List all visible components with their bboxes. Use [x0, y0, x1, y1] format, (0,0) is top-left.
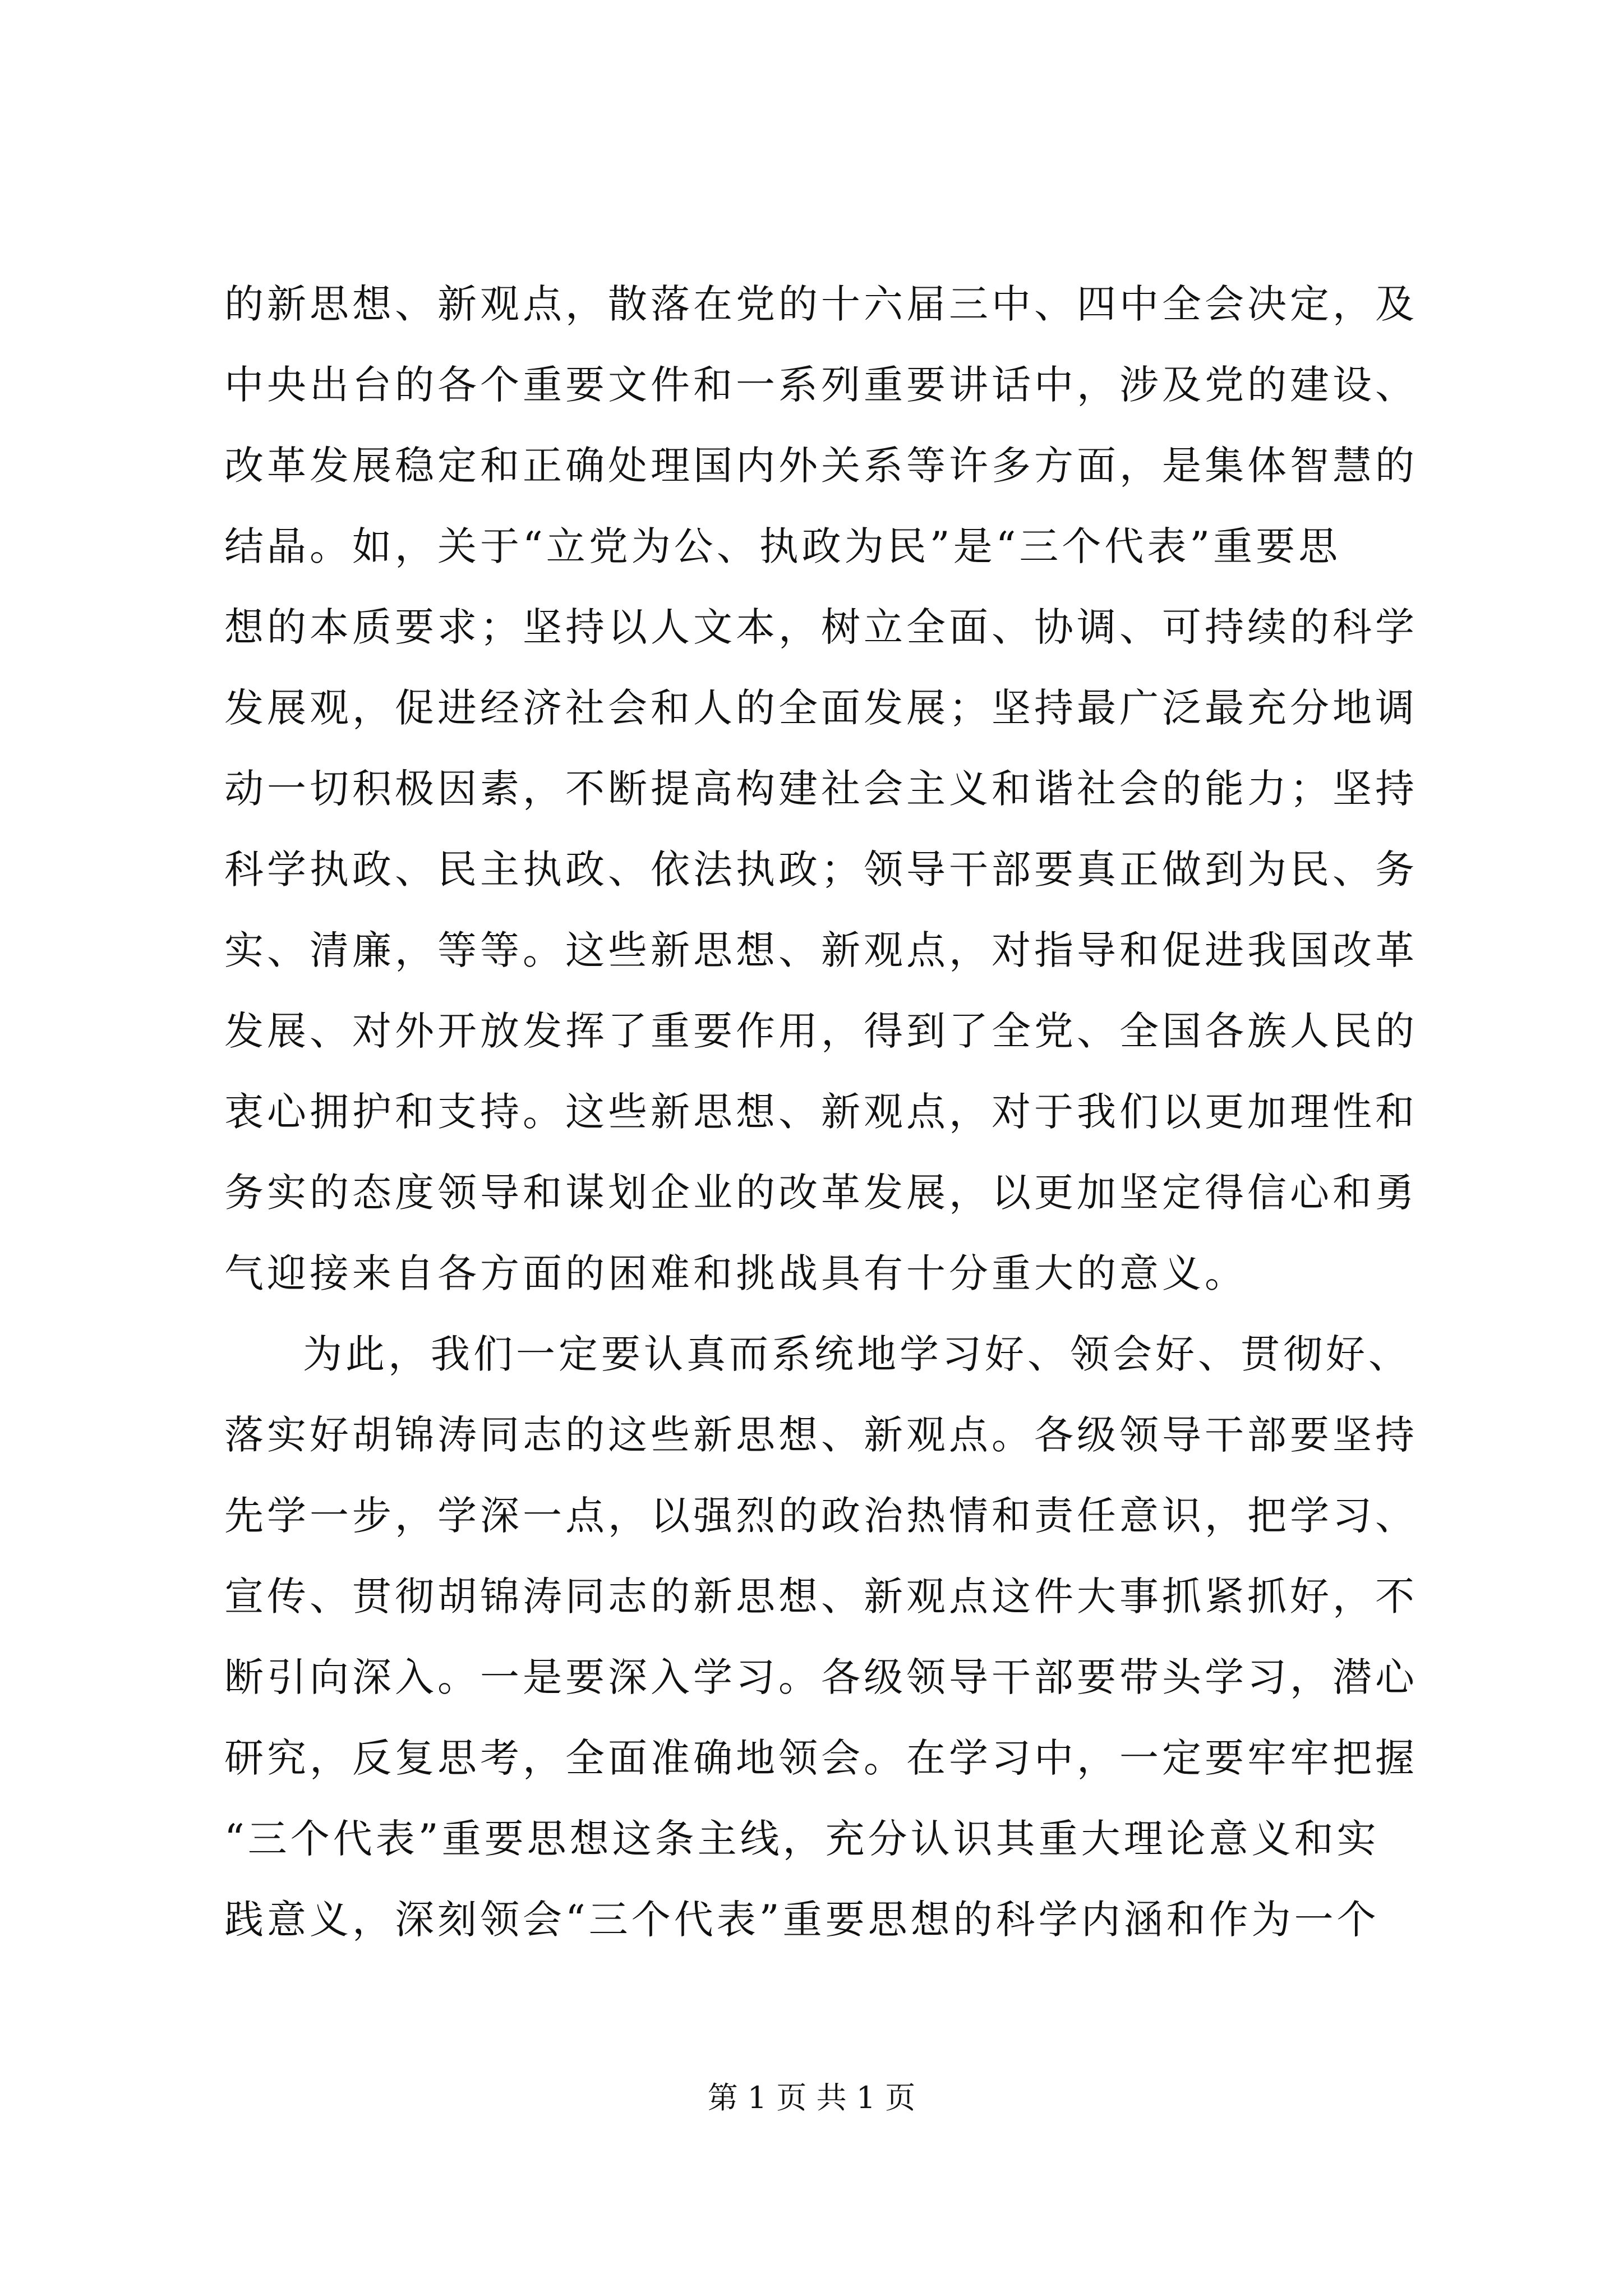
- text-line: 宣传、贯彻胡锦涛同志的新思想、新观点这件大事抓紧抓好，不: [224, 1573, 1418, 1619]
- text-line: 科学执政、民主执政、依法执政；领导干部要真正做到为民、务: [224, 846, 1418, 892]
- text-line: 发展、对外开放发挥了重要作用，得到了全党、全国各族人民的: [224, 1008, 1418, 1054]
- text-line: 中央出台的各个重要文件和一系列重要讲话中，涉及党的建设、: [224, 362, 1418, 408]
- text-line: 发展观，促进经济社会和人的全面发展；坚持最广泛最充分地调: [224, 685, 1418, 731]
- text-line: 实、清廉，等等。这些新思想、新观点，对指导和促进我国改革: [224, 927, 1418, 973]
- text-line: 断引向深入。一是要深入学习。各级领导干部要带头学习，潜心: [224, 1654, 1418, 1700]
- text-line: 落实好胡锦涛同志的这些新思想、新观点。各级领导干部要坚持: [224, 1412, 1418, 1458]
- text-line: 研究，反复思考，全面准确地领会。在学习中，一定要牢牢把握: [224, 1735, 1418, 1781]
- paragraph-start-line: 为此，我们一定要认真而系统地学习好、领会好、贯彻好、: [303, 1331, 1411, 1377]
- text-line: 的新思想、新观点，散落在党的十六届三中、四中全会决定，及: [224, 281, 1418, 327]
- document-body: [224, 264, 1418, 1960]
- text-line: 先学一步，学深一点，以强烈的政治热情和责任意识，把学习、: [224, 1493, 1418, 1539]
- text-line: 务实的态度领导和谋划企业的改革发展，以更加坚定得信心和勇: [224, 1170, 1418, 1216]
- page-number-label: 第 1 页 共 1 页: [707, 2080, 916, 2115]
- text-line: “三个代表”重要思想这条主线，充分认识其重大理论意义和实: [224, 1816, 1380, 1862]
- text-line: 想的本质要求；坚持以人文本，树立全面、协调、可持续的科学: [224, 604, 1418, 650]
- text-line: 结晶。如，关于“立党为公、执政为民”是“三个代表”重要思: [224, 523, 1341, 569]
- text-line: 动一切积极因素，不断提高构建社会主义和谐社会的能力；坚持: [224, 766, 1418, 812]
- text-line: 践意义，深刻领会“三个代表”重要思想的科学内涵和作为一个: [224, 1897, 1380, 1943]
- page-footer: [0, 2076, 1623, 2120]
- text-line: 衷心拥护和支持。这些新思想、新观点，对于我们以更加理性和: [224, 1089, 1418, 1135]
- text-line: 气迎接来自各方面的困难和挑战具有十分重大的意义。: [224, 1250, 1247, 1296]
- text-line: 改革发展稳定和正确处理国内外关系等许多方面，是集体智慧的: [224, 443, 1418, 489]
